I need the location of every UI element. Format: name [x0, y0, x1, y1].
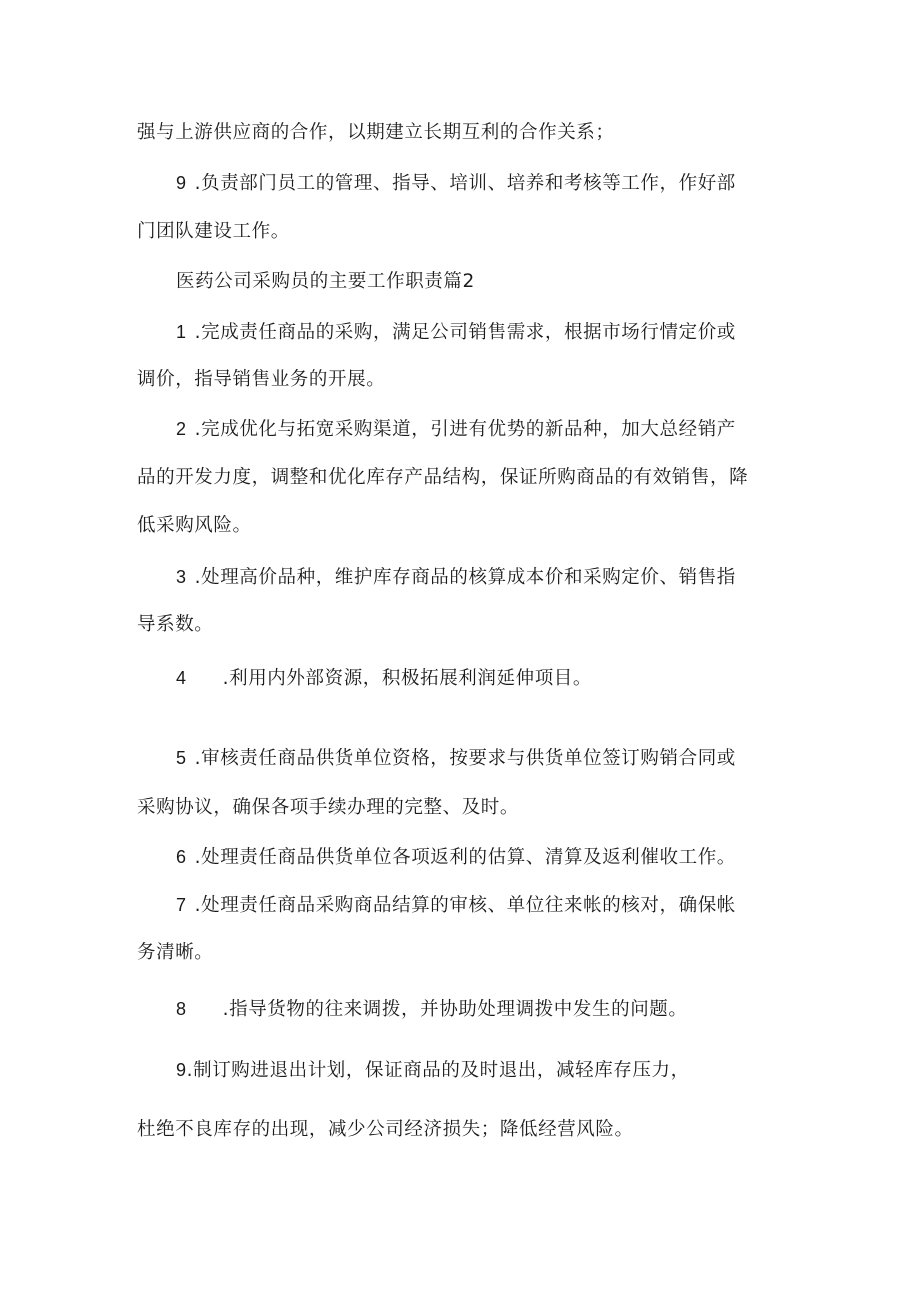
- list-item: [176, 417, 736, 442]
- item-text: .处理责任商品供货单位各项返利的估算、清算及返利催收工作。: [194, 847, 736, 868]
- item-number: 7: [176, 895, 187, 915]
- paragraph-line: 强与上游供应商的合作，以期建立长期互利的合作关系；: [137, 122, 615, 143]
- item-text: .制订购进退出计划，保证商品的及时退出，减轻库存压力，: [186, 1060, 690, 1081]
- item-number: 3: [176, 567, 187, 587]
- item-number: 1: [176, 322, 187, 342]
- item-number: 9: [176, 173, 187, 193]
- list-item: [176, 565, 736, 590]
- item-number: 8: [176, 999, 187, 1019]
- paragraph-line: 采购协议，确保各项手续办理的完整、及时。: [137, 797, 520, 818]
- list-item: [176, 746, 736, 771]
- item-text: .指导货物的往来调拨，并协助处理调拨中发生的问题。: [222, 999, 688, 1020]
- item-text: .利用内外部资源，积极拓展利润延伸项目。: [222, 668, 593, 689]
- item-number: 5: [176, 748, 187, 768]
- item-number: 2: [176, 419, 187, 439]
- paragraph-line: 杜绝不良库存的出现，减少公司经济损失；降低经营风险。: [137, 1119, 634, 1140]
- paragraph-line: 门团队建设工作。: [137, 221, 290, 242]
- list-item: [176, 893, 736, 918]
- paragraph-line: 务清晰。: [137, 942, 214, 963]
- list-item: [176, 320, 736, 345]
- list-item: [176, 845, 736, 870]
- section-title: 医药公司采购员的主要工作职责篇2: [176, 271, 475, 292]
- list-item: [176, 666, 592, 691]
- item-number: 4: [176, 668, 187, 688]
- item-text: .完成优化与拓宽采购渠道，引进有优势的新品种，加大总经销产: [194, 419, 736, 440]
- paragraph-line: 低采购风险。: [137, 515, 252, 536]
- item-number: 9: [176, 1060, 187, 1080]
- list-item: [176, 171, 736, 196]
- paragraph-line: 品的开发力度，调整和优化库存产品结构，保证所购商品的有效销售，降: [137, 467, 749, 488]
- item-text: .处理责任商品采购商品结算的审核、单位往来帐的核对，确保帐: [194, 895, 736, 916]
- item-number: 6: [176, 847, 187, 867]
- paragraph-line: 调价，指导销售业务的开展。: [137, 369, 386, 390]
- list-item: [176, 997, 688, 1022]
- item-text: .审核责任商品供货单位资格，按要求与供货单位签订购销合同或: [194, 748, 736, 769]
- item-text: .完成责任商品的采购，满足公司销售需求，根据市场行情定价或: [194, 322, 736, 343]
- item-text: .负责部门员工的管理、指导、培训、培养和考核等工作，作好部: [194, 173, 736, 194]
- list-item: [176, 1058, 690, 1083]
- paragraph-line: 导系数。: [137, 614, 214, 635]
- item-text: .处理高价品种，维护库存商品的核算成本价和采购定价、销售指: [194, 567, 736, 588]
